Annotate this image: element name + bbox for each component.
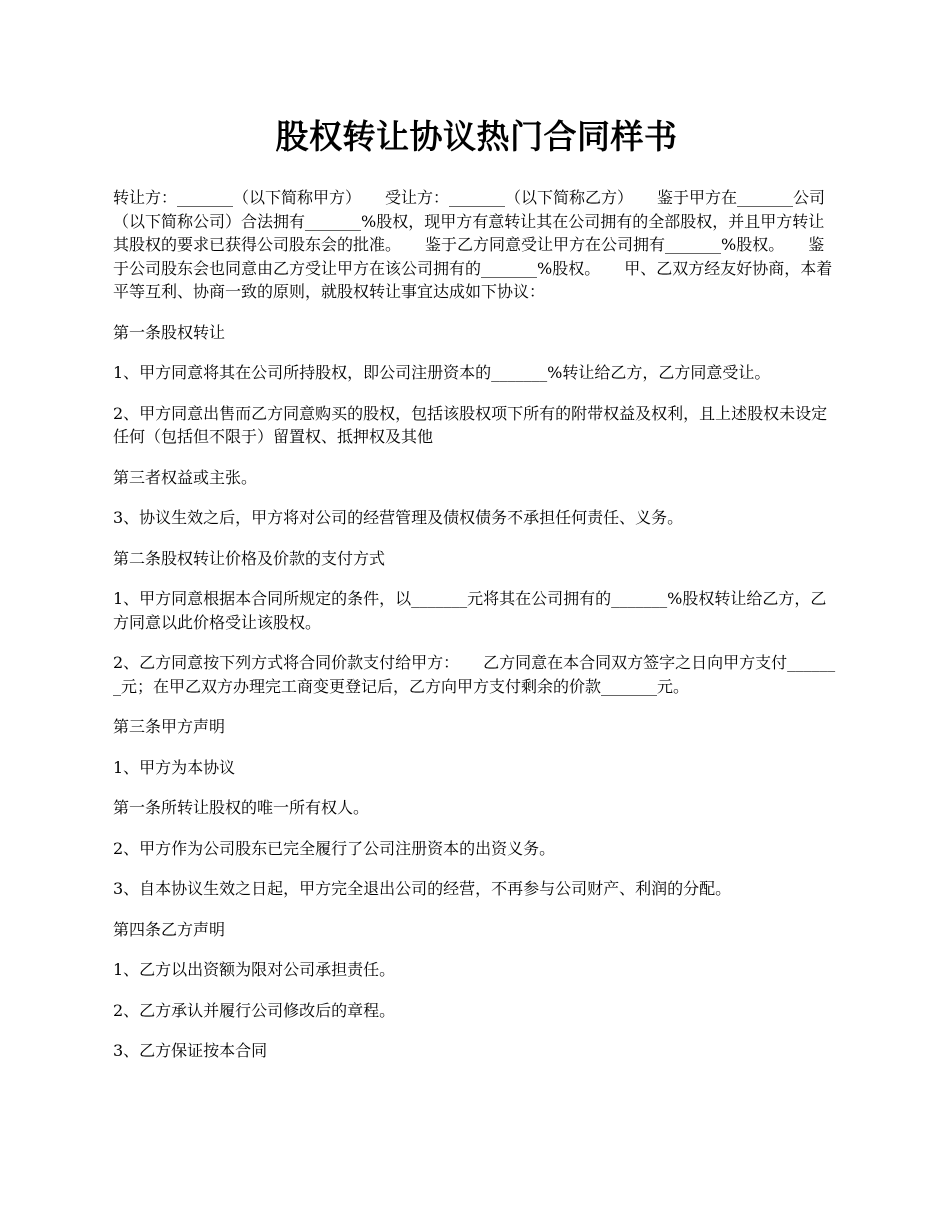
article-4-heading: 第四条乙方声明 [113,919,226,939]
document-page [113,112,840,1080]
article-1-heading: 第一条股权转让 [113,322,226,342]
article-3-clause-1-continued: 第一条所转让股权的唯一所有权人。 [113,798,370,817]
preamble-paragraph: 转让方：_______（以下简称甲方） 受让方：_______（以下简称乙方） 鉴于甲方在_______公司（以下简称公司）合法拥有_______%股权，现甲方有意转让其在公司拥有的全部股权，并且甲方转让其股权的要求已获得公司股东会的批准。 鉴于乙方同意受让甲方在公司拥有_______%股权。 鉴于公司股东会也同意由乙方受让甲方在该公司拥有的_______%股权。 甲、乙双方经友好协商，本着平等互利、协商一致的原则，就股权转让事宜达成如下协议： [113,188,833,301]
document-title: 股权转让协议热门合同样书 [275,117,678,156]
article-4-clause-3: 3、乙方保证按本合同 [113,1041,268,1060]
article-4-clause-2: 2、乙方承认并履行公司修改后的章程。 [113,1000,396,1020]
article-1-clause-1: 1、甲方同意将其在公司所持股权，即公司注册资本的_______%转让给乙方，乙方同意受让。 [113,363,771,382]
article-3-heading: 第三条甲方声明 [113,717,226,736]
article-2-heading: 第二条股权转让价格及价款的支付方式 [113,548,386,568]
article-3-clause-2: 2、甲方作为公司股东已完全履行了公司注册资本的出资义务。 [113,838,556,858]
article-3-clause-1: 1、甲方为本协议 [113,757,236,777]
article-4-clause-1: 1、乙方以出资额为限对公司承担责任。 [113,960,396,979]
article-2-clause-2: 2、乙方同意按下列方式将合同价款支付给甲方： 乙方同意在本合同双方签字之日向甲方支付_______元；在甲乙双方办理完工商变更登记后，乙方向甲方支付剩余的价款_______元。 [113,653,836,696]
article-1-clause-2-continued: 第三者权益或主张。 [113,467,258,487]
article-1-clause-3: 3、协议生效之后，甲方将对公司的经营管理及债权债务不承担任何责任、义务。 [113,508,684,527]
article-3-clause-3: 3、自本协议生效之日起，甲方完全退出公司的经营，不再参与公司财产、利润的分配。 [113,879,732,898]
article-2-clause-1: 1、甲方同意根据本合同所规定的条件，以_______元将其在公司拥有的_______%股权转让给乙方，乙方同意以此价格受让该股权。 [113,589,827,632]
article-1-clause-2: 2、甲方同意出售而乙方同意购买的股权，包括该股权项下所有的附带权益及权利，且上述股权未设定任何（包括但不限于）留置权、抵押权及其他 [113,403,828,446]
